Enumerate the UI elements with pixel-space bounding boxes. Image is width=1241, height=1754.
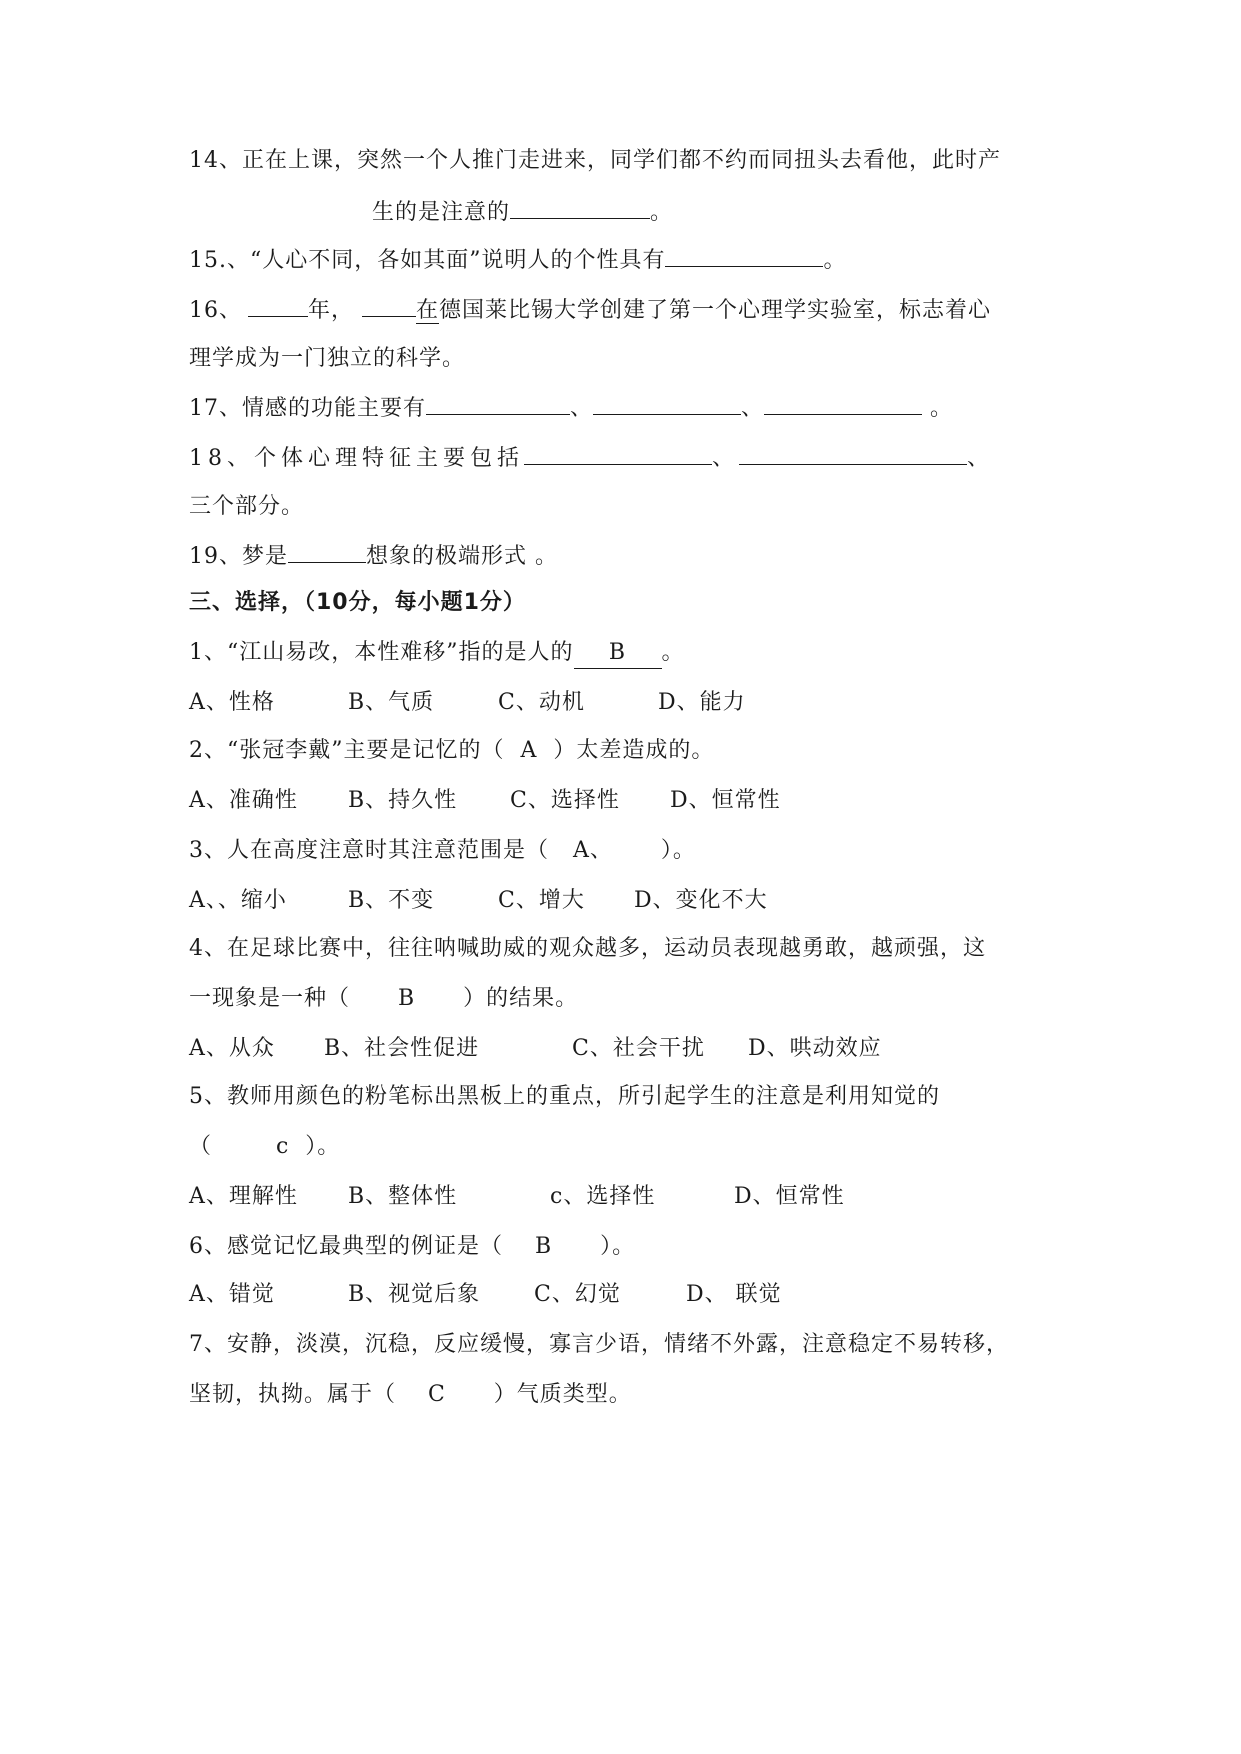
question-17-text: 17、情感的功能主要有 — [189, 396, 426, 421]
question-text: 1、“江山易改，本性难移”指的是人的 — [189, 640, 574, 665]
question-14-text: 生的是注意的 — [372, 200, 511, 225]
separator: 、 — [967, 446, 995, 471]
option-a[interactable]: A、错觉 — [189, 1282, 275, 1307]
section-title: 三、选择，（10分，每小题1分） — [189, 590, 526, 615]
answer-blank[interactable] — [739, 442, 967, 465]
question-14-end: 。 — [650, 200, 674, 225]
option-d[interactable]: D、恒常性 — [734, 1184, 845, 1209]
answer: B — [608, 640, 627, 665]
answer-blank[interactable] — [665, 244, 823, 267]
question-17 — [189, 392, 953, 424]
option-c[interactable]: c、选择性 — [550, 1184, 656, 1209]
choice-question-5-line-2: （ c ）。 — [189, 1134, 341, 1159]
option-b[interactable]: B、整体性 — [348, 1184, 458, 1209]
answer-blank[interactable] — [362, 294, 416, 317]
option-a[interactable]: A、性格 — [189, 690, 275, 715]
option-a[interactable]: A、理解性 — [189, 1184, 298, 1209]
separator: 、 — [570, 396, 594, 421]
option-b[interactable]: B、社会性促进 — [324, 1036, 480, 1061]
question-14-line-1: 14、正在上课，突然一个人推门走进来，同学们都不约而同扭头去看他，此时产 — [189, 148, 1001, 173]
question-16-line-1 — [189, 294, 991, 326]
question-18-line-2: 三个部分。 — [189, 494, 305, 519]
answer-blank[interactable] — [764, 392, 922, 415]
question-15 — [189, 244, 847, 276]
question-19 — [189, 540, 558, 572]
question-16-year: 年， — [308, 298, 355, 323]
option-c[interactable]: C、增大 — [498, 888, 585, 913]
question-19-end: 想象的极端形式 。 — [366, 544, 558, 569]
option-d[interactable]: D、能力 — [658, 690, 746, 715]
question-17-end: 。 — [922, 396, 954, 421]
question-16-number: 16、 — [189, 298, 242, 323]
choice-question-5-line-1: 5、教师用颜色的粉笔标出黑板上的重点，所引起学生的注意是利用知觉的 — [189, 1084, 940, 1109]
question-16-underlined: 在 — [416, 298, 440, 323]
question-16-text: 德国莱比锡大学创建了第一个心理学实验室，标志着心 — [439, 298, 992, 323]
option-b[interactable]: B、持久性 — [348, 788, 458, 813]
option-d[interactable]: D、变化不大 — [634, 888, 768, 913]
option-b[interactable]: B、气质 — [348, 690, 435, 715]
choice-question-4-line-1: 4、在足球比赛中，往往呐喊助威的观众越多，运动员表现越勇敢，越顽强，这 — [189, 936, 986, 961]
choice-question-7-line-1: 7、安静，淡漠，沉稳，反应缓慢，寡言少语，情绪不外露，注意稳定不易转移， — [189, 1332, 1009, 1357]
option-b[interactable]: B、不变 — [348, 888, 435, 913]
answer-blank[interactable] — [288, 540, 366, 563]
question-16-line-2: 理学成为一门独立的科学。 — [189, 346, 466, 371]
option-a[interactable]: A、准确性 — [189, 788, 298, 813]
separator: 、 — [741, 396, 765, 421]
option-a[interactable]: A、、缩小 — [189, 888, 287, 913]
separator: 、 — [712, 446, 740, 471]
option-d[interactable]: D、哄动效应 — [748, 1036, 882, 1061]
choice-question-3: 3、人在高度注意时其注意范围是（ A、 ）。 — [189, 838, 696, 863]
option-c[interactable]: C、动机 — [498, 690, 585, 715]
option-c[interactable]: C、社会干扰 — [572, 1036, 705, 1061]
option-a[interactable]: A、从众 — [189, 1036, 275, 1061]
answer-blank[interactable] — [248, 294, 308, 317]
question-14-line-2 — [372, 196, 673, 228]
question-15-text: 15.、“人心不同，各如其面”说明人的个性具有 — [189, 248, 666, 273]
question-18-text: 18、个体心理特征主要包括 — [189, 446, 524, 471]
choice-question-1 — [189, 638, 685, 669]
answer-blank[interactable] — [426, 392, 570, 415]
question-end: 。 — [661, 640, 685, 665]
answer-blank[interactable] — [593, 392, 741, 415]
question-15-end: 。 — [823, 248, 847, 273]
option-c[interactable]: C、幻觉 — [534, 1282, 621, 1307]
option-d[interactable]: D、 联觉 — [686, 1282, 782, 1307]
choice-question-2: 2、“张冠李戴”主要是记忆的（ A ）太差造成的。 — [189, 738, 715, 763]
option-c[interactable]: C、选择性 — [510, 788, 620, 813]
answer-blank[interactable] — [510, 196, 650, 219]
option-d[interactable]: D、恒常性 — [670, 788, 781, 813]
choice-question-6: 6、感觉记忆最典型的例证是（ B ）。 — [189, 1234, 636, 1259]
option-b[interactable]: B、视觉后象 — [348, 1282, 481, 1307]
question-19-text: 19、梦是 — [189, 544, 288, 569]
answer-blank[interactable] — [524, 442, 712, 465]
choice-question-4-line-2: 一现象是一种（ B ）的结果。 — [189, 986, 579, 1011]
answer-blank[interactable] — [574, 638, 662, 669]
choice-question-7-line-2: 坚韧，执拗。属于（ C ）气质类型。 — [189, 1382, 632, 1407]
question-18-line-1 — [189, 442, 994, 474]
